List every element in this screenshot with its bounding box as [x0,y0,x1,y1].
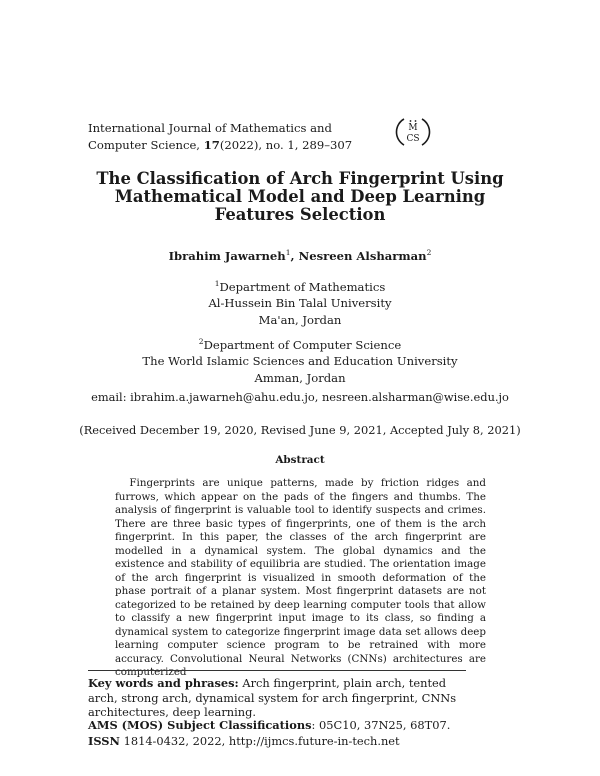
abstract-heading: Abstract [275,454,325,466]
journal-name-prefix: Computer Science, [88,138,204,152]
author-list [60,248,540,263]
affiliation-2-mark: 2 [198,337,204,346]
affiliation-1-department [60,276,540,295]
title-line-3: Features Selection [214,205,386,224]
journal-issue-pages: (2022), no. 1, 289–307 [219,138,353,152]
logo-letter-m: M [408,123,418,133]
journal-logo [397,116,429,148]
ams-classification [88,718,488,732]
issn-line [88,734,488,748]
journal-name-line1: International Journal of Mathematics and [88,121,332,135]
footnote-rule [88,670,466,671]
affiliation-2-department [60,334,540,353]
issn-label: ISSN [88,734,120,748]
affiliation-1 [60,276,540,328]
author-2: Nesreen Alsharman [298,248,427,263]
keywords [88,676,468,720]
journal-name-line2 [88,137,352,154]
affiliation-2-location: Amman, Jordan [254,370,346,385]
author-separator: , [290,248,299,263]
affiliation-2 [60,334,540,386]
ams-codes: : 05C10, 37N25, 68T07. [311,718,451,732]
issn-value: 1814-0432, 2022, http://ijmcs.future-in-tech.net [119,734,400,748]
logo-letters-cs: CS [406,134,420,144]
keywords-label: Key words and phrases: [88,676,239,690]
author-1-affiliation-mark: 1 [285,248,291,257]
affiliation-2-institution: The World Islamic Sciences and Education University [142,354,458,369]
author-1: Ibrahim Jawarneh [168,248,286,263]
keywords-list: Arch fingerprint, plain arch, tented arch, strong arch, dynamical system for arch fingerprint, CNNs architectures, deep learning. [88,676,457,719]
affiliation-1-department-name: Department of Mathematics [219,279,386,294]
ams-label: AMS (MOS) Subject Classifications [88,718,312,732]
affiliation-1-institution: Al-Hussein Bin Talal University [208,296,392,311]
affiliation-2-department-name: Department of Computer Science [203,337,402,352]
author-2-affiliation-mark: 2 [426,248,432,257]
affiliation-1-location: Ma'an, Jordan [258,312,342,327]
title-line-2: Mathematical Model and Deep Learning [114,187,486,206]
submission-dates: (Received December 19, 2020, Revised June 9, 2021, Accepted July 8, 2021) [79,423,521,437]
author-emails: email: ibrahim.a.jawarneh@ahu.edu.jo, nesreen.alsharman@wise.edu.jo [91,390,509,404]
title-line-1: The Classification of Arch Fingerprint Using [96,169,504,188]
paper-title [60,170,540,224]
journal-volume: 17 [203,138,220,152]
journal-citation [88,120,352,154]
affiliation-1-mark: 1 [214,279,220,288]
abstract-text: Fingerprints are unique patterns, made by friction ridges and furrows, which appear on the pads of the fingers and thumbs. The analysis of fingerprint is valuable tool to identify suspects and crimes. There are three basic types of fingerprints, one of them is the arch fingerprint. In this paper, the classes of the arch fingerprint are modelled in a dynamical system. The global dynamics and the existence and stability of equilibria are studied. The orientation image of the arch fingerprint is visualized in smooth deformation of the phase portrait of a planar system. Most fingerprint datasets are not categorized to be retained by deep learning computer tools that allow to classify a new fingerprint input image to its class, so finding a dynamical system to categorize fingerprint image data set allows deep learning computer science program to be retrained with more accuracy. Convolutional Neural Networks (CNNs) architectures are computerized [115,477,486,678]
